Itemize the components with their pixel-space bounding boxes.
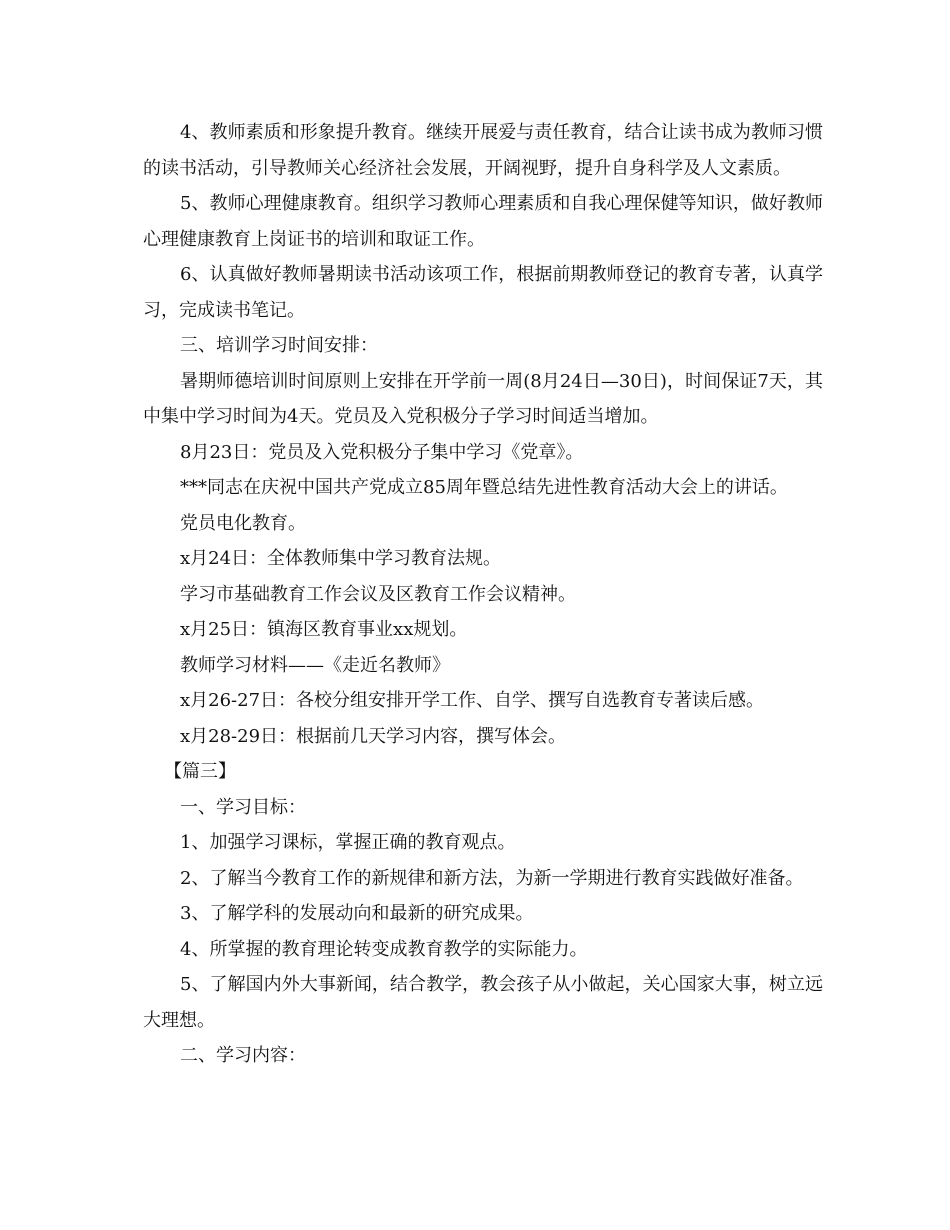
paragraph-teacher-quality: 4、教师素质和形象提升教育。继续开展爱与责任教育，结合让读书成为教师习惯的读书活动，引导教师关心经济社会发展，开阔视野，提升自身科学及人文素质。 bbox=[143, 122, 823, 179]
document-body bbox=[143, 115, 823, 1074]
schedule-item-day28-29: x月28-29日：根据前几天学习内容，撰写体会。 bbox=[180, 725, 567, 747]
paragraph-mental-health: 5、教师心理健康教育。组织学习教师心理素质和自我心理保健等知识，做好教师心理健康教育上岗证书的培训和取证工作。 bbox=[143, 193, 823, 250]
goal-item-4: 4、所掌握的教育理论转变成教育教学的实际能力。 bbox=[180, 938, 588, 960]
heading-training-schedule: 三、培训学习时间安排： bbox=[180, 335, 378, 356]
paragraph-summer-reading: 6、认真做好教师暑期读书活动该项工作，根据前期教师登记的教育专著，认真学习，完成读书笔记。 bbox=[143, 264, 823, 321]
schedule-item-day25: x月25日：镇海区教育事业xx规划。 bbox=[180, 619, 468, 640]
paragraph-schedule-principle: 暑期师德培训时间原则上安排在开学前一周(8月24日—30日)，时间保证7天，其中集中学习时间为4天。党员及入党积极分子学习时间适当增加。 bbox=[143, 370, 823, 427]
schedule-item-day26-27: x月26-27日：各校分组安排开学工作、自学、撰写自选教育专著读后感。 bbox=[180, 690, 765, 711]
goal-item-1: 1、加强学习课标，掌握正确的教育观点。 bbox=[180, 832, 516, 853]
schedule-item-av-education: 党员电化教育。 bbox=[180, 512, 306, 534]
schedule-item-aug23: 8月23日：党员及入党积极分子集中学习《党章》。 bbox=[180, 441, 584, 463]
schedule-item-speech: ***同志在庆祝中国共产党成立85周年暨总结先进性教育活动大会上的讲话。 bbox=[180, 477, 788, 498]
schedule-item-materials: 教师学习材料——《走近名教师》 bbox=[180, 654, 450, 676]
schedule-item-meeting-spirit: 学习市基础教育工作会议及区教育工作会议精神。 bbox=[180, 583, 576, 605]
schedule-item-day24: x月24日：全体教师集中学习教育法规。 bbox=[180, 548, 502, 569]
goal-item-5: 5、了解国内外大事新闻，结合教学，教会孩子从小做起，关心国家大事，树立远大理想。 bbox=[143, 974, 823, 1031]
heading-learning-content: 二、学习内容： bbox=[180, 1045, 306, 1066]
goal-item-2: 2、了解当今教育工作的新规律和新方法，为新一学期进行教育实践做好准备。 bbox=[180, 867, 804, 889]
section-heading-part3: 【篇三】 bbox=[164, 761, 236, 782]
heading-learning-goals: 一、学习目标： bbox=[180, 796, 306, 818]
goal-item-3: 3、了解学科的发展动向和最新的研究成果。 bbox=[180, 903, 534, 924]
